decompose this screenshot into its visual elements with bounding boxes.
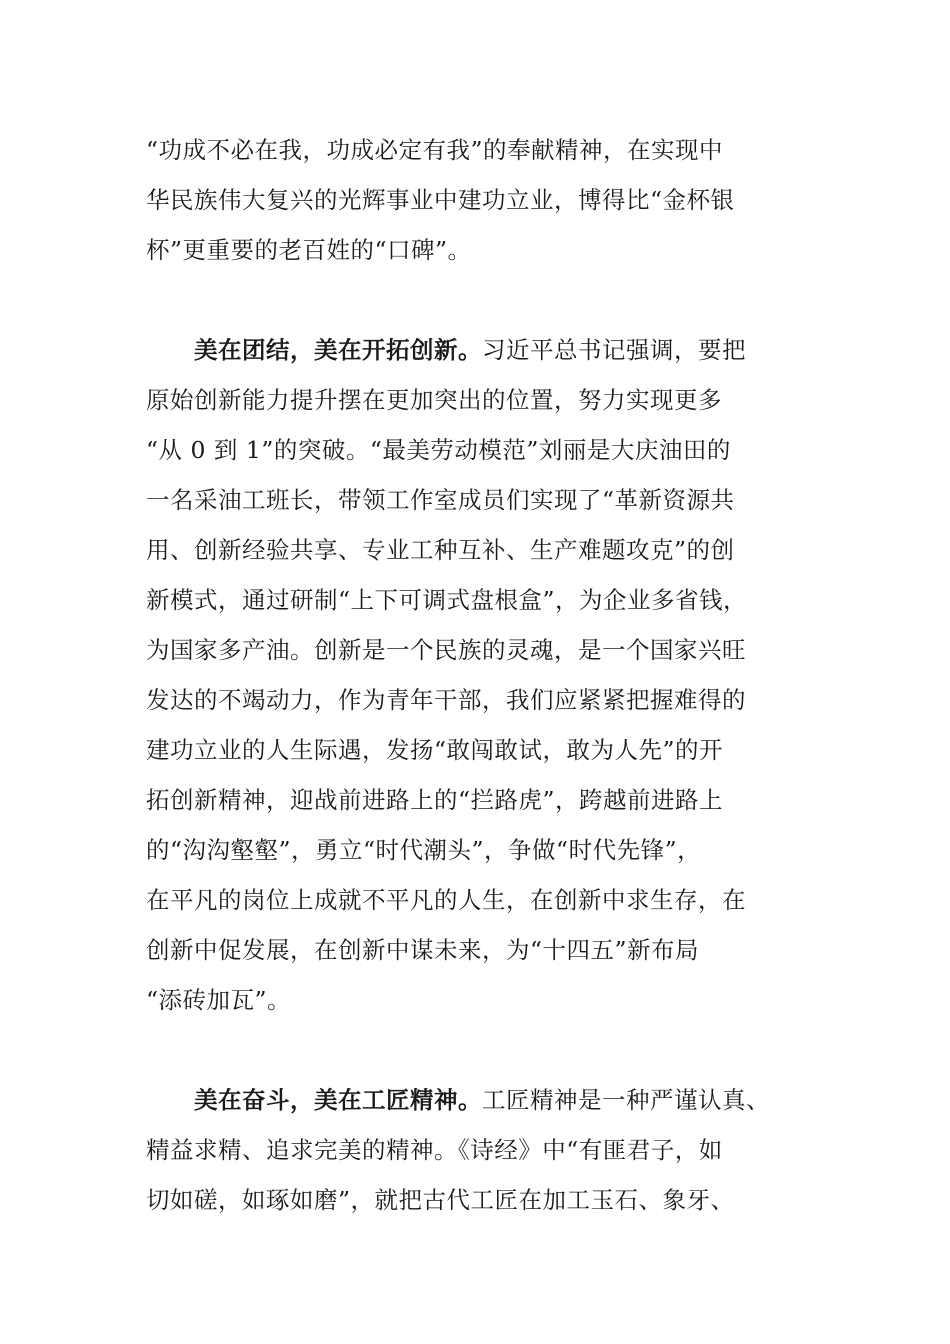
paragraph-line: “功成不必在我，功成必定有我”的奉献精神，在实现中 bbox=[146, 136, 724, 164]
paragraph-line: 发达的不竭动力，作为青年干部，我们应紧紧把握难得的 bbox=[146, 686, 746, 714]
paragraph-heading: 美在奋斗，美在工匠精神。 bbox=[194, 1086, 482, 1114]
paragraph-line: 华民族伟大复兴的光辉事业中建功立业，博得比“金杯银 bbox=[146, 186, 735, 214]
paragraph-line: 为国家多产油。创新是一个民族的灵魂，是一个国家兴旺 bbox=[146, 636, 746, 664]
paragraph-line: 原始创新能力提升摆在更加突出的位置，努力实现更多 bbox=[146, 386, 722, 414]
paragraph-heading: 美在团结，美在开拓创新。 bbox=[194, 336, 482, 364]
paragraph-spacer bbox=[146, 1025, 806, 1075]
paragraph-line: “从 0 到 1”的突破。“最美劳动模范”刘丽是大庆油田的 bbox=[146, 436, 731, 464]
paragraph-line: 新模式，通过研制“上下可调式盘根盒”，为企业多省钱， bbox=[146, 586, 748, 614]
document-page bbox=[146, 125, 806, 1225]
paragraph-line: 切如磋，如琢如磨”，就把古代工匠在加工玉石、象牙、 bbox=[146, 1186, 735, 1214]
paragraph-3 bbox=[146, 1075, 806, 1225]
paragraph-line: 创新中促发展，在创新中谋未来，为“十四五”新布局 bbox=[146, 936, 700, 964]
paragraph-line: 一名采油工班长，带领工作室成员们实现了“革新资源共 bbox=[146, 486, 735, 514]
paragraph-text: 工匠精神是一种严谨认真、 bbox=[482, 1086, 770, 1114]
paragraph-first-line bbox=[146, 325, 806, 375]
paragraph-line: 在平凡的岗位上成就不平凡的人生，在创新中求生存，在 bbox=[146, 886, 746, 914]
paragraph-line: “添砖加瓦”。 bbox=[146, 986, 292, 1014]
paragraph-line: 建功立业的人生际遇，发扬“敢闯敢试，敢为人先”的开 bbox=[146, 736, 724, 764]
paragraph-line: 精益求精、追求完美的精神。《诗经》中“有匪君子，如 bbox=[146, 1136, 723, 1164]
paragraph-line: 的“沟沟壑壑”，勇立“时代潮头”，争做“时代先锋”， bbox=[146, 836, 702, 864]
paragraph-line: 杯”更重要的老百姓的“口碑”。 bbox=[146, 236, 472, 264]
paragraph-text: 习近平总书记强调，要把 bbox=[482, 336, 746, 364]
paragraph-line: 用、创新经验共享、专业工种互补、生产难题攻克”的创 bbox=[146, 536, 735, 564]
paragraph-line: 拓创新精神，迎战前进路上的“拦路虎”，跨越前进路上 bbox=[146, 786, 724, 814]
paragraph-first-line bbox=[146, 1075, 806, 1125]
paragraph-1 bbox=[146, 125, 806, 275]
paragraph-2 bbox=[146, 325, 806, 1025]
paragraph-spacer bbox=[146, 275, 806, 325]
